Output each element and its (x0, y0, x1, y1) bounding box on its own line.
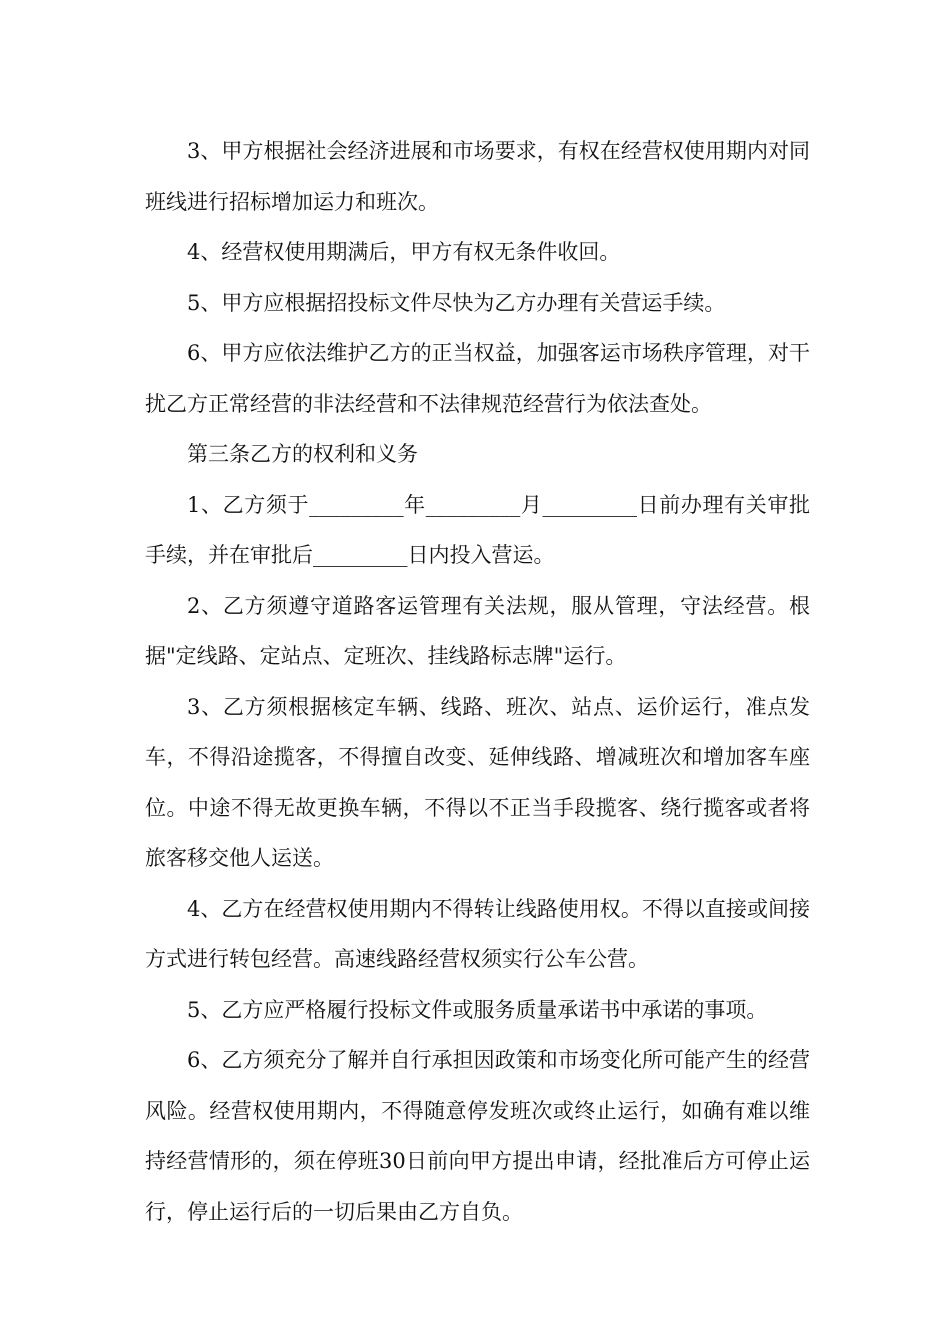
paragraph: 4、乙方在经营权使用期内不得转让线路使用权。不得以直接或间接方式进行转包经营。高速线路经营权须实行公车公营。 (145, 896, 810, 971)
paragraph: 1、乙方须于_________年_________月_________日前办理有关审批手续，并在审批后_________日内投入营运。 (145, 492, 810, 567)
paragraph: 6、甲方应依法维护乙方的正当权益，加强客运市场秩序管理，对干扰乙方正常经营的非法经营和不法律规范经营行为依法查处。 (145, 341, 810, 416)
section-heading: 第三条乙方的权利和义务 (187, 442, 418, 466)
paragraph: 3、乙方须根据核定车辆、线路、班次、站点、运价运行，准点发车，不得沿途揽客，不得擅自改变、延伸线路、增减班次和增加客车座位。中途不得无故更换车辆，不得以不正当手段揽客、绕行揽客或者将旅客移交他人运送。 (145, 694, 810, 870)
paragraph: 2、乙方须遵守道路客运管理有关法规，服从管理，守法经营。根据"定线路、定站点、定班次、挂线路标志牌"运行。 (145, 593, 810, 668)
document-body (145, 126, 810, 1237)
paragraph: 3、甲方根据社会经济进展和市场要求，有权在经营权使用期内对同班线进行招标增加运力和班次。 (145, 139, 810, 214)
paragraph: 6、乙方须充分了解并自行承担因政策和市场变化所可能产生的经营风险。经营权使用期内，不得随意停发班次或终止运行，如确有难以维持经营情形的，须在停班30日前向甲方提出申请，经批准后方可停止运行，停止运行后的一切后果由乙方自负。 (145, 1048, 810, 1224)
paragraph: 4、经营权使用期满后，甲方有权无条件收回。 (187, 240, 621, 264)
paragraph: 5、甲方应根据招投标文件尽快为乙方办理有关营运手续。 (187, 290, 726, 315)
paragraph: 5、乙方应严格履行投标文件或服务质量承诺书中承诺的事项。 (187, 997, 768, 1022)
